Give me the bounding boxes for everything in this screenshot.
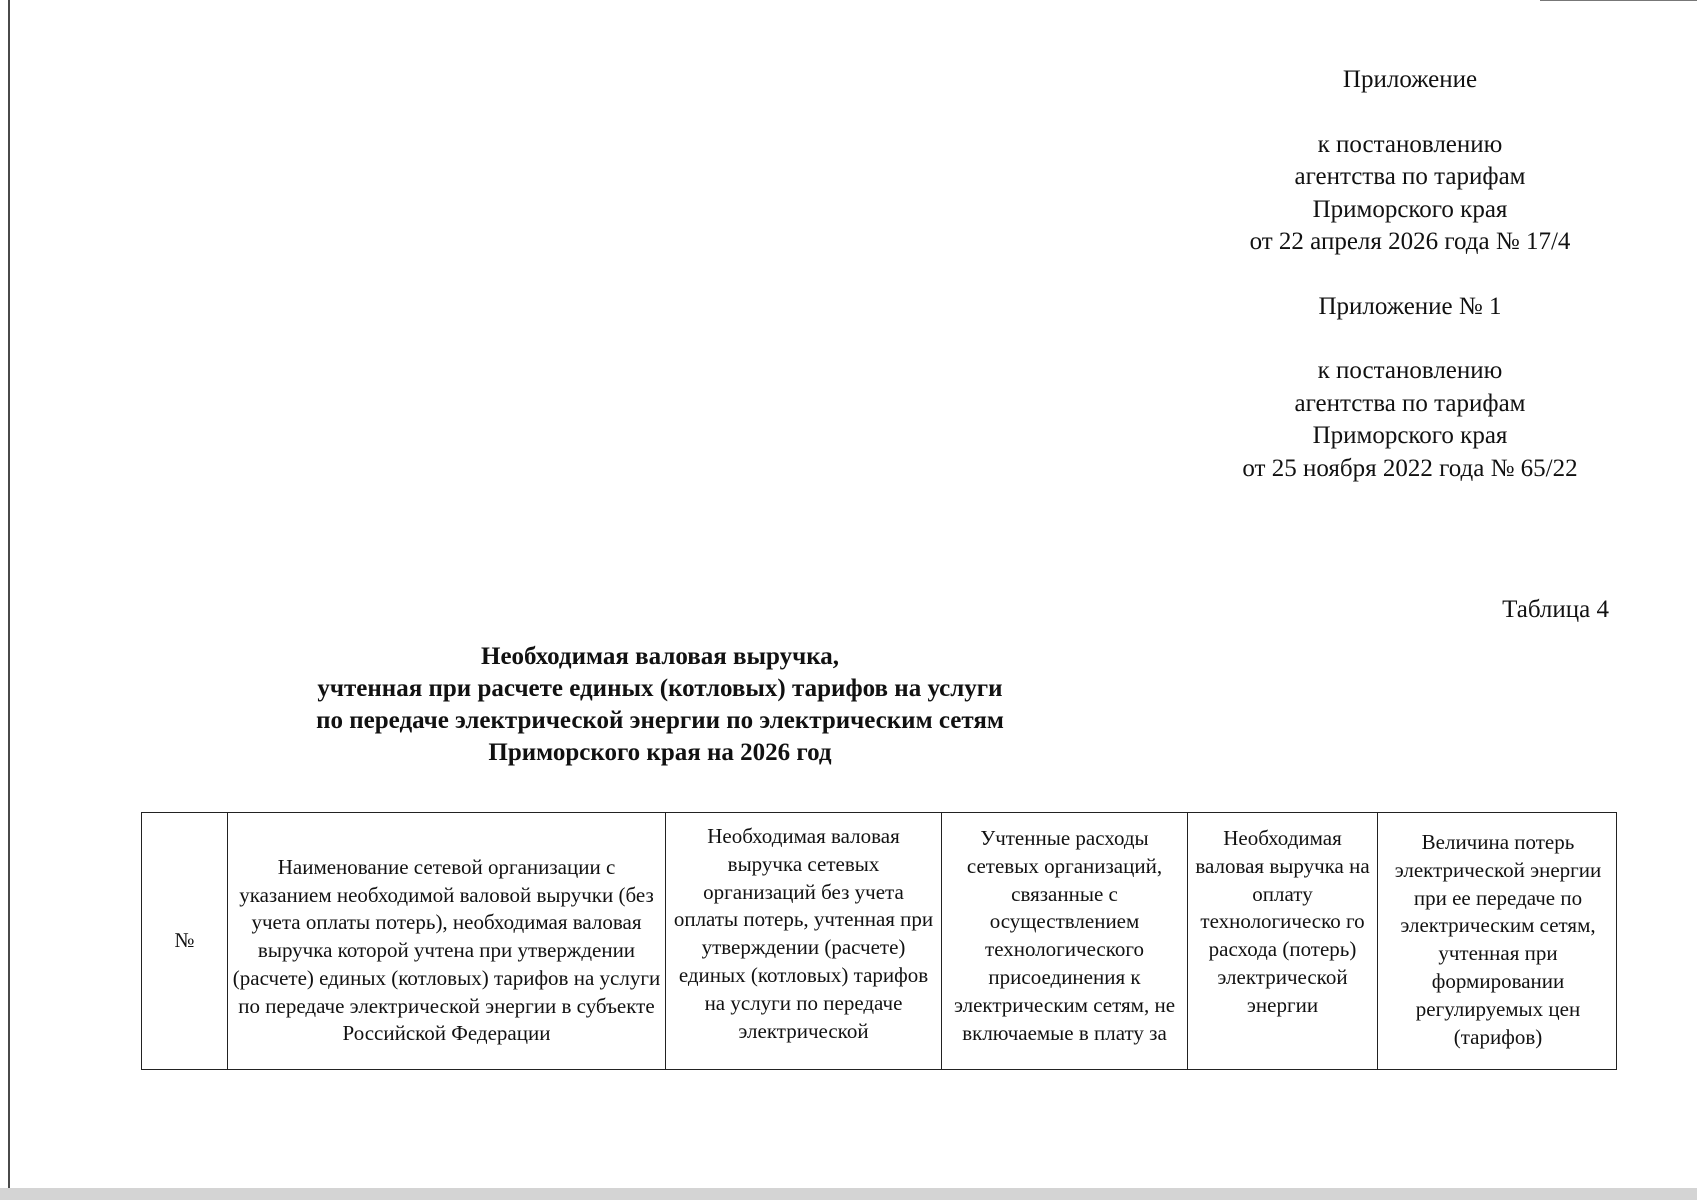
table-number: Таблица 4 <box>1502 596 1609 623</box>
header-loss-revenue <box>1188 813 1378 1069</box>
header-loss-revenue-text: Необходимая валовая выручка на оплату технологическо го расхода (потерь) электрической энергии <box>1195 826 1370 1017</box>
spacer <box>1200 323 1620 355</box>
header-number-text: № <box>174 928 195 953</box>
title-line-1: Необходимая валовая выручка, <box>481 643 839 670</box>
scan-bottom-band <box>0 1188 1697 1200</box>
resolution-date-2: от 25 ноября 2022 года № 65/22 <box>1242 454 1578 482</box>
header-required-revenue-text: Необходимая валовая выручка сетевых организаций без учета оплаты потерь, учтенная при утверждении (расчете) единых (котловых) тарифов на услуги по передаче электрической <box>673 824 934 1043</box>
revenue-table <box>141 812 1617 1070</box>
approval-block <box>1200 64 1620 485</box>
agency-line: агентства по тарифам <box>1294 163 1526 190</box>
header-number <box>142 813 228 1069</box>
scan-top-edge <box>1540 0 1697 1</box>
document-title <box>316 641 1004 769</box>
to-resolution-line: к постановлению <box>1317 130 1503 158</box>
to-resolution-line-2: к постановлению <box>1317 357 1503 384</box>
header-connection-costs <box>942 813 1188 1069</box>
spacer <box>1200 97 1620 129</box>
resolution-date: от 22 апреля 2026 года № 17/4 <box>1249 228 1571 255</box>
region-line: Приморского края <box>1312 195 1508 223</box>
header-organization-name <box>228 813 666 1069</box>
appendix-number-label: Приложение № 1 <box>1318 292 1502 320</box>
header-connection-costs-text: Учтенные расходы сетевых организаций, связанные с осуществлением технологического присоединения к электрическим сетям, не включаемые в плату за <box>953 826 1176 1045</box>
title-line-2: учтенная при расчете единых (котловых) тарифов на услуги <box>317 675 1003 702</box>
appendix-label: Приложение <box>1342 66 1478 93</box>
title-line-4: Приморского края на 2026 год <box>488 739 832 766</box>
scan-left-edge <box>8 0 10 1190</box>
header-loss-volume <box>1378 813 1617 1069</box>
region-line-2: Приморского края <box>1312 422 1508 449</box>
title-line-3: по передаче электрической энергии по электрическим сетям <box>316 707 1004 734</box>
header-organization-name-text: Наименование сетевой организации с указанием необходимой валовой выручки (без учета оплаты потерь), необходимая валовая выручка которой учтена при утверждении (расчете) единых (котловых) тарифов на услуги по передаче электрической энергии в субъекте Российской Федерации <box>232 854 661 1046</box>
header-loss-volume-text: Величина потерь электрической энергии при ее передаче по электрическим сетям, учтенная при формировании регулируемых цен (тарифов) <box>1394 830 1602 1049</box>
header-required-revenue <box>666 813 942 1069</box>
spacer <box>1200 259 1620 291</box>
agency-line-2: агентства по тарифам <box>1294 389 1526 417</box>
